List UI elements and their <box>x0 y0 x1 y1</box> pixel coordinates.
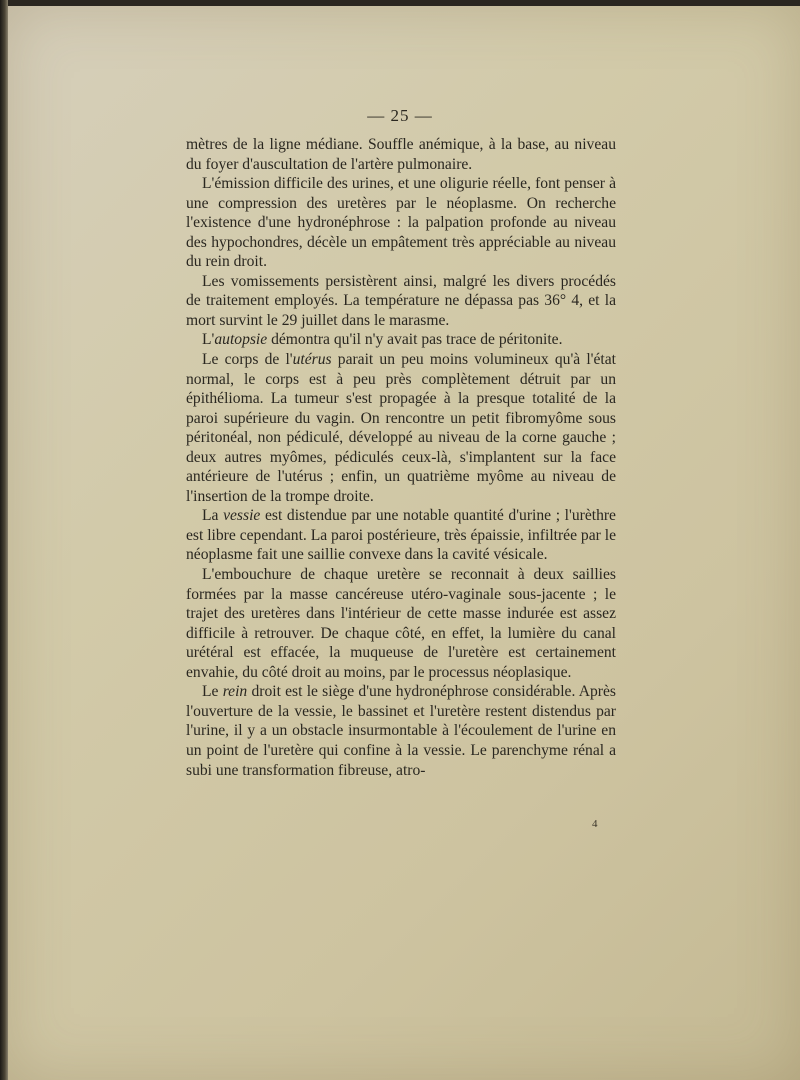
paragraph-text: L'embouchure de chaque uretère se reconnait à deux saillies formées par la masse cancéreuse utéro-vaginale sous-jacente ; le trajet des uretères dans l'intérieur de cette masse indurée est assez difficile à retrouver. De chaque côté, en effet, la lumière du canal urétéral est effacée, la muqueuse de l'uretère est certainement envahie, du côté droit au moins, par le processus néoplasique. <box>186 566 616 681</box>
paragraph-text: L' <box>202 331 215 349</box>
paragraph-text: Le <box>202 683 223 701</box>
paragraph <box>186 565 616 682</box>
book-binding-edge <box>0 0 8 1080</box>
paragraph <box>186 350 616 506</box>
body-text <box>186 135 616 780</box>
paragraph-text: mètres de la ligne médiane. Souffle anémique, à la base, au niveau du foyer d'auscultation de l'artère pulmonaire. <box>186 136 616 173</box>
page-number: — 25 — <box>367 106 433 125</box>
paragraph-text: parait un peu moins volumineux qu'à l'état normal, le corps est à peu près complètement détruit par un épithélioma. La tumeur s'est propagée à la presque totalité de la paroi supérieure du vagin. On rencontre un petit fibromyôme sous péritonéal, non pédiculé, développé au niveau de la corne gauche ; deux autres myômes, pédiculés ceux-là, s'implantent sur la face antérieure de l'utérus ; enfin, un quatrième myôme au niveau de l'insertion de la trompe droite. <box>186 351 616 505</box>
paragraph <box>186 682 616 780</box>
paragraph <box>186 330 616 350</box>
paragraph-text: Le corps de l' <box>202 351 293 369</box>
paragraph <box>186 506 616 565</box>
paragraph-text: La <box>202 507 224 525</box>
paragraph <box>186 272 616 331</box>
paragraph-text: Les vomissements persistèrent ainsi, malgré les divers procédés de traitement employés. La température ne dépassa pas 36° 4, et la mort survint le 29 juillet dans le marasme. <box>186 272 616 329</box>
italic-term: utérus <box>292 351 332 369</box>
paragraph <box>186 135 616 174</box>
italic-term: vessie <box>223 507 261 525</box>
paragraph <box>186 174 616 272</box>
paragraph-text: est distendue par une notable quantité d'urine ; l'urèthre est libre cependant. La paroi postérieure, très épaissie, infiltrée par le néoplasme fait une saillie convexe dans la cavité vésicale. <box>186 507 616 564</box>
italic-term: autopsie <box>214 331 268 349</box>
paragraph-text: L'émission difficile des urines, et une oligurie réelle, font penser à une compression des uretères par le néoplasme. On recherche l'existence d'une hydronéphrose : la palpation profonde au niveau des hypochondres, décèle un empâtement très appréciable au niveau du rein droit. <box>186 175 616 271</box>
signature-mark: 4 <box>592 818 598 830</box>
italic-term: rein <box>222 683 248 701</box>
paragraph-text: droit est le siège d'une hydronéphrose considérable. Après l'ouverture de la vessie, le bassinet et l'uretère restent distendus par l'urine, il y a un obstacle insurmontable à l'écoulement de l'urine en un point de l'uretère qui confine à la vessie. Le parenchyme rénal a subi une transformation fibreuse, atro- <box>186 683 616 779</box>
paragraph-text: démontra qu'il n'y avait pas trace de péritonite. <box>267 331 563 349</box>
